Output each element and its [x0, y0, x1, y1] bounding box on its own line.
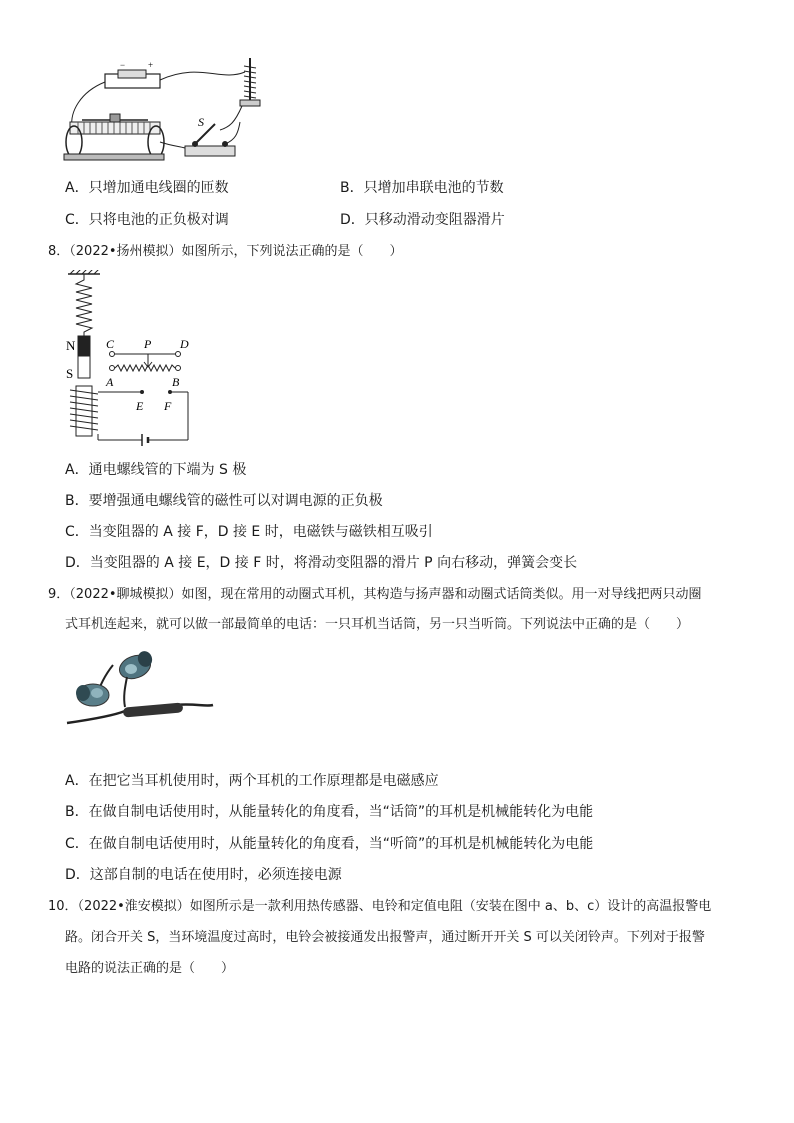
label-e: E — [136, 399, 144, 413]
label-b: B — [172, 375, 180, 389]
q7-option-c: C．只将电池的正负极对调 — [65, 212, 229, 228]
q9-option-a: A．在把它当耳机使用时，两个耳机的工作原理都是电磁感应 — [65, 773, 439, 789]
q9-option-d: D．这部自制的电话在使用时，必须连接电源 — [65, 867, 342, 883]
label-a: A — [106, 375, 114, 389]
label-f: F — [164, 399, 172, 413]
switch-s-label: S — [198, 115, 204, 129]
q9-stem-line1: 9．（2022•聊城模拟）如图，现在常用的动圈式耳机，其构造与扬声器和动圈式话筒类似。用一对导线把两只动圈 — [48, 587, 702, 602]
q7-circuit-figure — [60, 52, 275, 170]
q8-circuit-figure — [60, 270, 200, 450]
q10-stem-line2: 路。闭合开关 S，当环境温度过高时，电铃会被接通发出报警声，通过断开开关 S 可以关闭铃声。下列对于报警 — [65, 930, 705, 945]
q10-stem-line3: 电路的说法正确的是（ ） — [65, 961, 235, 976]
label-p: P — [144, 337, 152, 351]
q9-earphones-image — [65, 645, 215, 727]
q7-option-b: B．只增加串联电池的节数 — [340, 180, 504, 196]
q8-stem: 8．（2022•扬州模拟）如图所示，下列说法正确的是（ ） — [48, 244, 403, 259]
q7-option-a: A．只增加通电线圈的匝数 — [65, 180, 229, 196]
q7-option-d: D．只移动滑动变阻器滑片 — [340, 212, 505, 228]
q8-option-b: B．要增强通电螺线管的磁性可以对调电源的正负极 — [65, 493, 383, 509]
q10-stem-line1: 10．（2022•淮安模拟）如图所示是一款利用热传感器、电铃和定值电阻（安装在图中 a、b、c）设计的高温报警电 — [48, 899, 712, 914]
battery-minus-label: − — [120, 60, 126, 70]
q9-option-b: B．在做自制电话使用时，从能量转化的角度看，当“话筒”的耳机是机械能转化为电能 — [65, 804, 594, 820]
q9-stem-line2: 式耳机连起来，就可以做一部最简单的电话：一只耳机当话筒，另一只当听筒。下列说法中正确的是（ ） — [65, 617, 690, 632]
q8-option-c: C．当变阻器的 A 接 F，D 接 E 时，电磁铁与磁铁相互吸引 — [65, 524, 433, 540]
label-c: C — [106, 337, 115, 351]
magnet-n-label: N — [66, 338, 76, 353]
battery-plus-label: + — [148, 60, 154, 70]
q8-option-d: D．当变阻器的 A 接 E，D 接 F 时，将滑动变阻器的滑片 P 向右移动，弹簧会变长 — [65, 555, 578, 571]
label-d: D — [180, 337, 189, 351]
q8-option-a: A．通电螺线管的下端为 S 极 — [65, 462, 247, 478]
q9-option-c: C．在做自制电话使用时，从能量转化的角度看，当“听筒”的耳机是机械能转化为电能 — [65, 836, 594, 852]
magnet-s-label: S — [66, 366, 74, 381]
